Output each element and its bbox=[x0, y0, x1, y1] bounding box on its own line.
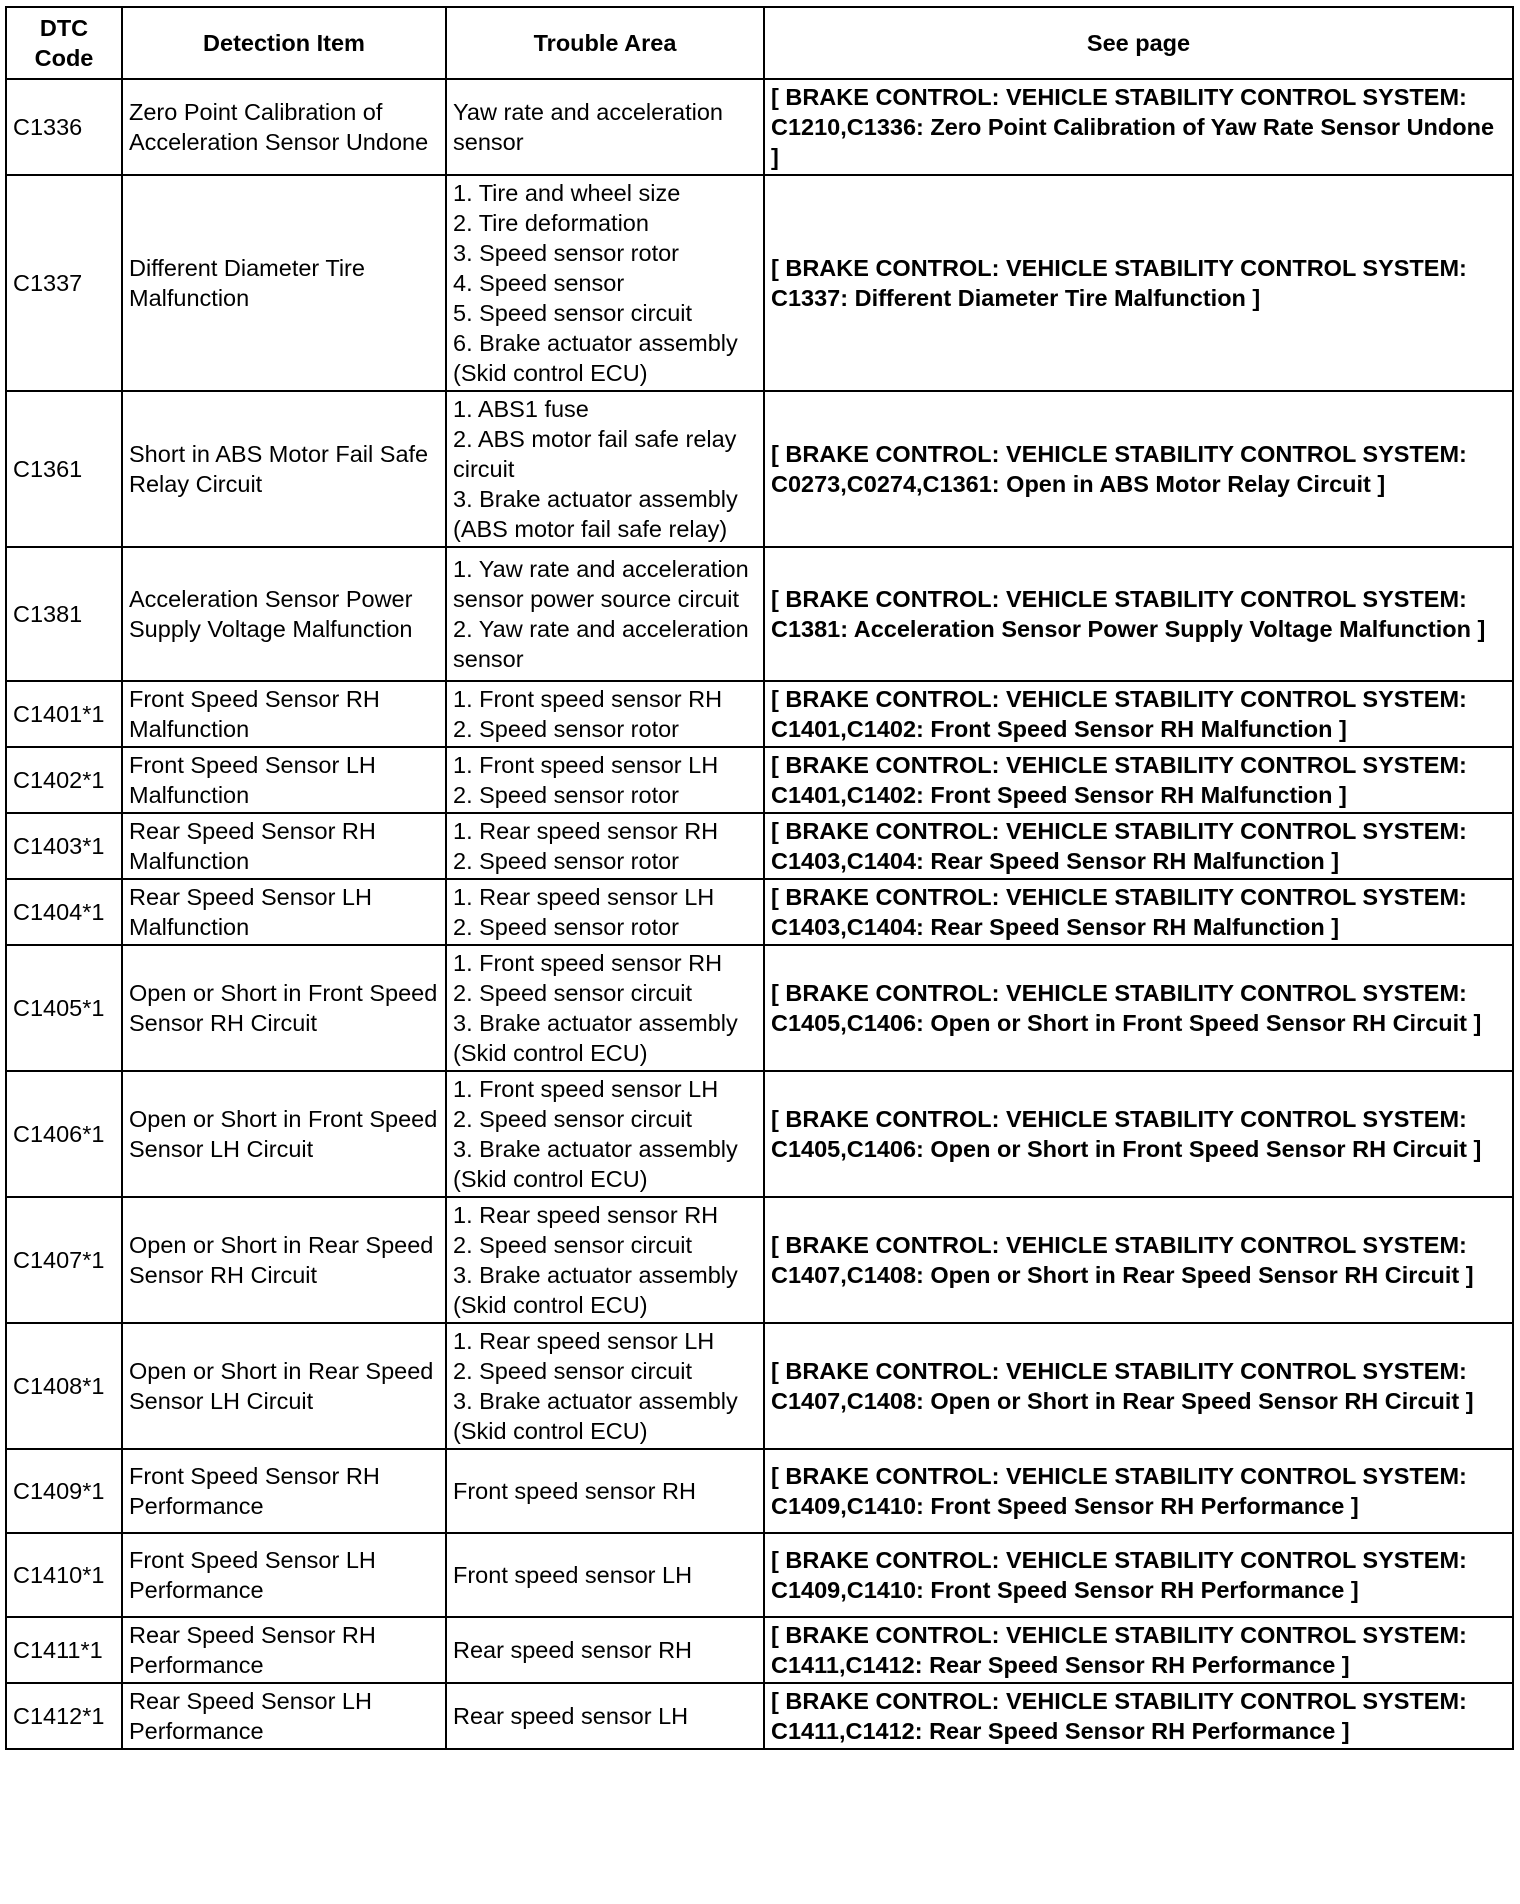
trouble-area-line: 3. Speed sensor rotor bbox=[453, 240, 679, 266]
dtc-code-cell: C1403*1 bbox=[6, 813, 122, 879]
trouble-area-line: 2. Tire deformation bbox=[453, 210, 649, 236]
dtc-code-cell: C1407*1 bbox=[6, 1197, 122, 1323]
trouble-area-line: 5. Speed sensor circuit bbox=[453, 300, 693, 326]
trouble-area-line: Front speed sensor RH bbox=[453, 1478, 696, 1504]
table-row bbox=[6, 1323, 1513, 1449]
see-page-link[interactable]: [ BRAKE CONTROL: VEHICLE STABILITY CONTROL SYSTEM: C1403,C1404: Rear Speed Sensor RH Malfunction ] bbox=[764, 879, 1513, 945]
see-page-link[interactable]: [ BRAKE CONTROL: VEHICLE STABILITY CONTROL SYSTEM: C1407,C1408: Open or Short in Rear Speed Sensor RH Circuit ] bbox=[764, 1323, 1513, 1449]
table-row bbox=[6, 79, 1513, 175]
trouble-area-line: 2. ABS motor fail safe relay circuit bbox=[453, 426, 737, 482]
trouble-area-line: 1. Rear speed sensor RH bbox=[453, 1202, 719, 1228]
see-page-link[interactable]: [ BRAKE CONTROL: VEHICLE STABILITY CONTROL SYSTEM: C1405,C1406: Open or Short in Front Speed Sensor RH Circuit ] bbox=[764, 1071, 1513, 1197]
header-trouble-area: Trouble Area bbox=[446, 7, 764, 79]
detection-item-cell: Rear Speed Sensor LH Performance bbox=[122, 1683, 446, 1749]
table-row bbox=[6, 1683, 1513, 1749]
see-page-link[interactable]: [ BRAKE CONTROL: VEHICLE STABILITY CONTROL SYSTEM: C1403,C1404: Rear Speed Sensor RH Malfunction ] bbox=[764, 813, 1513, 879]
trouble-area-line: 2. Speed sensor circuit bbox=[453, 1106, 693, 1132]
trouble-area-line: 1. ABS1 fuse bbox=[453, 396, 589, 422]
trouble-area-line: 1. Front speed sensor RH bbox=[453, 686, 723, 712]
dtc-code-cell: C1411*1 bbox=[6, 1617, 122, 1683]
trouble-area-cell bbox=[446, 1449, 764, 1533]
trouble-area-line: 2. Speed sensor circuit bbox=[453, 980, 693, 1006]
trouble-area-line: 2. Speed sensor rotor bbox=[453, 716, 679, 742]
detection-item-cell: Rear Speed Sensor RH Malfunction bbox=[122, 813, 446, 879]
detection-item-cell: Open or Short in Rear Speed Sensor RH Circuit bbox=[122, 1197, 446, 1323]
trouble-area-cell bbox=[446, 1683, 764, 1749]
header-dtc-code: DTC Code bbox=[6, 7, 122, 79]
table-row bbox=[6, 747, 1513, 813]
dtc-code-cell: C1408*1 bbox=[6, 1323, 122, 1449]
dtc-code-cell: C1410*1 bbox=[6, 1533, 122, 1617]
table-row bbox=[6, 1617, 1513, 1683]
see-page-link[interactable]: [ BRAKE CONTROL: VEHICLE STABILITY CONTROL SYSTEM: C1411,C1412: Rear Speed Sensor RH Performance ] bbox=[764, 1617, 1513, 1683]
trouble-area-line: 6. Brake actuator assembly (Skid control ECU) bbox=[453, 330, 738, 386]
detection-item-cell: Short in ABS Motor Fail Safe Relay Circuit bbox=[122, 391, 446, 547]
trouble-area-cell bbox=[446, 681, 764, 747]
detection-item-cell: Acceleration Sensor Power Supply Voltage Malfunction bbox=[122, 547, 446, 681]
trouble-area-line: 3. Brake actuator assembly (Skid control ECU) bbox=[453, 1010, 738, 1066]
header-see-page: See page bbox=[764, 7, 1513, 79]
trouble-area-line: 1. Front speed sensor LH bbox=[453, 752, 719, 778]
dtc-code-cell: C1406*1 bbox=[6, 1071, 122, 1197]
trouble-area-line: 1. Rear speed sensor RH bbox=[453, 818, 719, 844]
trouble-area-line: 2. Speed sensor rotor bbox=[453, 848, 679, 874]
trouble-area-cell bbox=[446, 747, 764, 813]
see-page-link[interactable]: [ BRAKE CONTROL: VEHICLE STABILITY CONTROL SYSTEM: C1210,C1336: Zero Point Calibration of Yaw Rate Sensor Undone ] bbox=[764, 79, 1513, 175]
trouble-area-line: Rear speed sensor LH bbox=[453, 1703, 689, 1729]
trouble-area-line: 1. Front speed sensor LH bbox=[453, 1076, 719, 1102]
dtc-code-cell: C1412*1 bbox=[6, 1683, 122, 1749]
dtc-code-cell: C1381 bbox=[6, 547, 122, 681]
see-page-link[interactable]: [ BRAKE CONTROL: VEHICLE STABILITY CONTROL SYSTEM: C1337: Different Diameter Tire Malfunction ] bbox=[764, 175, 1513, 391]
dtc-table bbox=[5, 6, 1514, 1750]
see-page-link[interactable]: [ BRAKE CONTROL: VEHICLE STABILITY CONTROL SYSTEM: C1405,C1406: Open or Short in Front Speed Sensor RH Circuit ] bbox=[764, 945, 1513, 1071]
detection-item-cell: Open or Short in Front Speed Sensor RH Circuit bbox=[122, 945, 446, 1071]
detection-item-cell: Rear Speed Sensor RH Performance bbox=[122, 1617, 446, 1683]
dtc-code-cell: C1361 bbox=[6, 391, 122, 547]
dtc-code-cell: C1404*1 bbox=[6, 879, 122, 945]
table-row bbox=[6, 945, 1513, 1071]
trouble-area-line: 3. Brake actuator assembly (Skid control ECU) bbox=[453, 1136, 738, 1192]
see-page-link[interactable]: [ BRAKE CONTROL: VEHICLE STABILITY CONTROL SYSTEM: C1401,C1402: Front Speed Sensor RH Malfunction ] bbox=[764, 747, 1513, 813]
table-row bbox=[6, 1071, 1513, 1197]
see-page-link[interactable]: [ BRAKE CONTROL: VEHICLE STABILITY CONTROL SYSTEM: C0273,C0274,C1361: Open in ABS Motor Relay Circuit ] bbox=[764, 391, 1513, 547]
header-detection-item: Detection Item bbox=[122, 7, 446, 79]
see-page-link[interactable]: [ BRAKE CONTROL: VEHICLE STABILITY CONTROL SYSTEM: C1409,C1410: Front Speed Sensor RH Performance ] bbox=[764, 1449, 1513, 1533]
detection-item-cell: Open or Short in Rear Speed Sensor LH Circuit bbox=[122, 1323, 446, 1449]
dtc-code-cell: C1337 bbox=[6, 175, 122, 391]
trouble-area-cell bbox=[446, 945, 764, 1071]
trouble-area-line: 1. Front speed sensor RH bbox=[453, 950, 723, 976]
trouble-area-cell bbox=[446, 1533, 764, 1617]
trouble-area-line: 2. Speed sensor circuit bbox=[453, 1358, 693, 1384]
dtc-code-cell: C1409*1 bbox=[6, 1449, 122, 1533]
detection-item-cell: Rear Speed Sensor LH Malfunction bbox=[122, 879, 446, 945]
table-row bbox=[6, 1533, 1513, 1617]
table-header-row bbox=[6, 7, 1513, 79]
trouble-area-line: 1. Rear speed sensor LH bbox=[453, 1328, 715, 1354]
table-row bbox=[6, 547, 1513, 681]
dtc-code-cell: C1401*1 bbox=[6, 681, 122, 747]
see-page-link[interactable]: [ BRAKE CONTROL: VEHICLE STABILITY CONTROL SYSTEM: C1401,C1402: Front Speed Sensor RH Malfunction ] bbox=[764, 681, 1513, 747]
trouble-area-cell bbox=[446, 1071, 764, 1197]
trouble-area-cell bbox=[446, 79, 764, 175]
trouble-area-cell bbox=[446, 547, 764, 681]
trouble-area-line: Front speed sensor LH bbox=[453, 1562, 693, 1588]
detection-item-cell: Front Speed Sensor RH Malfunction bbox=[122, 681, 446, 747]
trouble-area-line: 3. Brake actuator assembly (Skid control ECU) bbox=[453, 1388, 738, 1444]
trouble-area-cell bbox=[446, 879, 764, 945]
see-page-link[interactable]: [ BRAKE CONTROL: VEHICLE STABILITY CONTROL SYSTEM: C1411,C1412: Rear Speed Sensor RH Performance ] bbox=[764, 1683, 1513, 1749]
table-row bbox=[6, 1449, 1513, 1533]
trouble-area-line: 1. Tire and wheel size bbox=[453, 180, 681, 206]
detection-item-cell: Front Speed Sensor LH Malfunction bbox=[122, 747, 446, 813]
dtc-code-cell: C1402*1 bbox=[6, 747, 122, 813]
table-row bbox=[6, 391, 1513, 547]
trouble-area-line: 2. Speed sensor rotor bbox=[453, 782, 679, 808]
trouble-area-line: 1. Yaw rate and acceleration sensor power source circuit bbox=[453, 556, 749, 612]
trouble-area-line: 3. Brake actuator assembly (Skid control ECU) bbox=[453, 1262, 738, 1318]
trouble-area-line: 2. Speed sensor circuit bbox=[453, 1232, 693, 1258]
table-row bbox=[6, 681, 1513, 747]
table-row bbox=[6, 813, 1513, 879]
table-row bbox=[6, 879, 1513, 945]
see-page-link[interactable]: [ BRAKE CONTROL: VEHICLE STABILITY CONTROL SYSTEM: C1407,C1408: Open or Short in Rear Speed Sensor RH Circuit ] bbox=[764, 1197, 1513, 1323]
detection-item-cell: Front Speed Sensor RH Performance bbox=[122, 1449, 446, 1533]
trouble-area-line: Yaw rate and acceleration sensor bbox=[453, 99, 723, 155]
trouble-area-line: 3. Brake actuator assembly (ABS motor fail safe relay) bbox=[453, 486, 738, 542]
see-page-link[interactable]: [ BRAKE CONTROL: VEHICLE STABILITY CONTROL SYSTEM: C1381: Acceleration Sensor Power Supply Voltage Malfunction ] bbox=[764, 547, 1513, 681]
trouble-area-cell bbox=[446, 1617, 764, 1683]
detection-item-cell: Front Speed Sensor LH Performance bbox=[122, 1533, 446, 1617]
dtc-code-cell: C1405*1 bbox=[6, 945, 122, 1071]
trouble-area-cell bbox=[446, 813, 764, 879]
dtc-code-cell: C1336 bbox=[6, 79, 122, 175]
table-row bbox=[6, 1197, 1513, 1323]
detection-item-cell: Open or Short in Front Speed Sensor LH Circuit bbox=[122, 1071, 446, 1197]
trouble-area-cell bbox=[446, 175, 764, 391]
table-row bbox=[6, 175, 1513, 391]
see-page-link[interactable]: [ BRAKE CONTROL: VEHICLE STABILITY CONTROL SYSTEM: C1409,C1410: Front Speed Sensor RH Performance ] bbox=[764, 1533, 1513, 1617]
table-body bbox=[6, 79, 1513, 1749]
trouble-area-cell bbox=[446, 391, 764, 547]
trouble-area-cell bbox=[446, 1197, 764, 1323]
detection-item-cell: Zero Point Calibration of Acceleration Sensor Undone bbox=[122, 79, 446, 175]
trouble-area-line: 4. Speed sensor bbox=[453, 270, 625, 296]
trouble-area-cell bbox=[446, 1323, 764, 1449]
trouble-area-line: 1. Rear speed sensor LH bbox=[453, 884, 715, 910]
trouble-area-line: 2. Speed sensor rotor bbox=[453, 914, 679, 940]
trouble-area-line: 2. Yaw rate and acceleration sensor bbox=[453, 616, 749, 672]
detection-item-cell: Different Diameter Tire Malfunction bbox=[122, 175, 446, 391]
trouble-area-line: Rear speed sensor RH bbox=[453, 1637, 693, 1663]
